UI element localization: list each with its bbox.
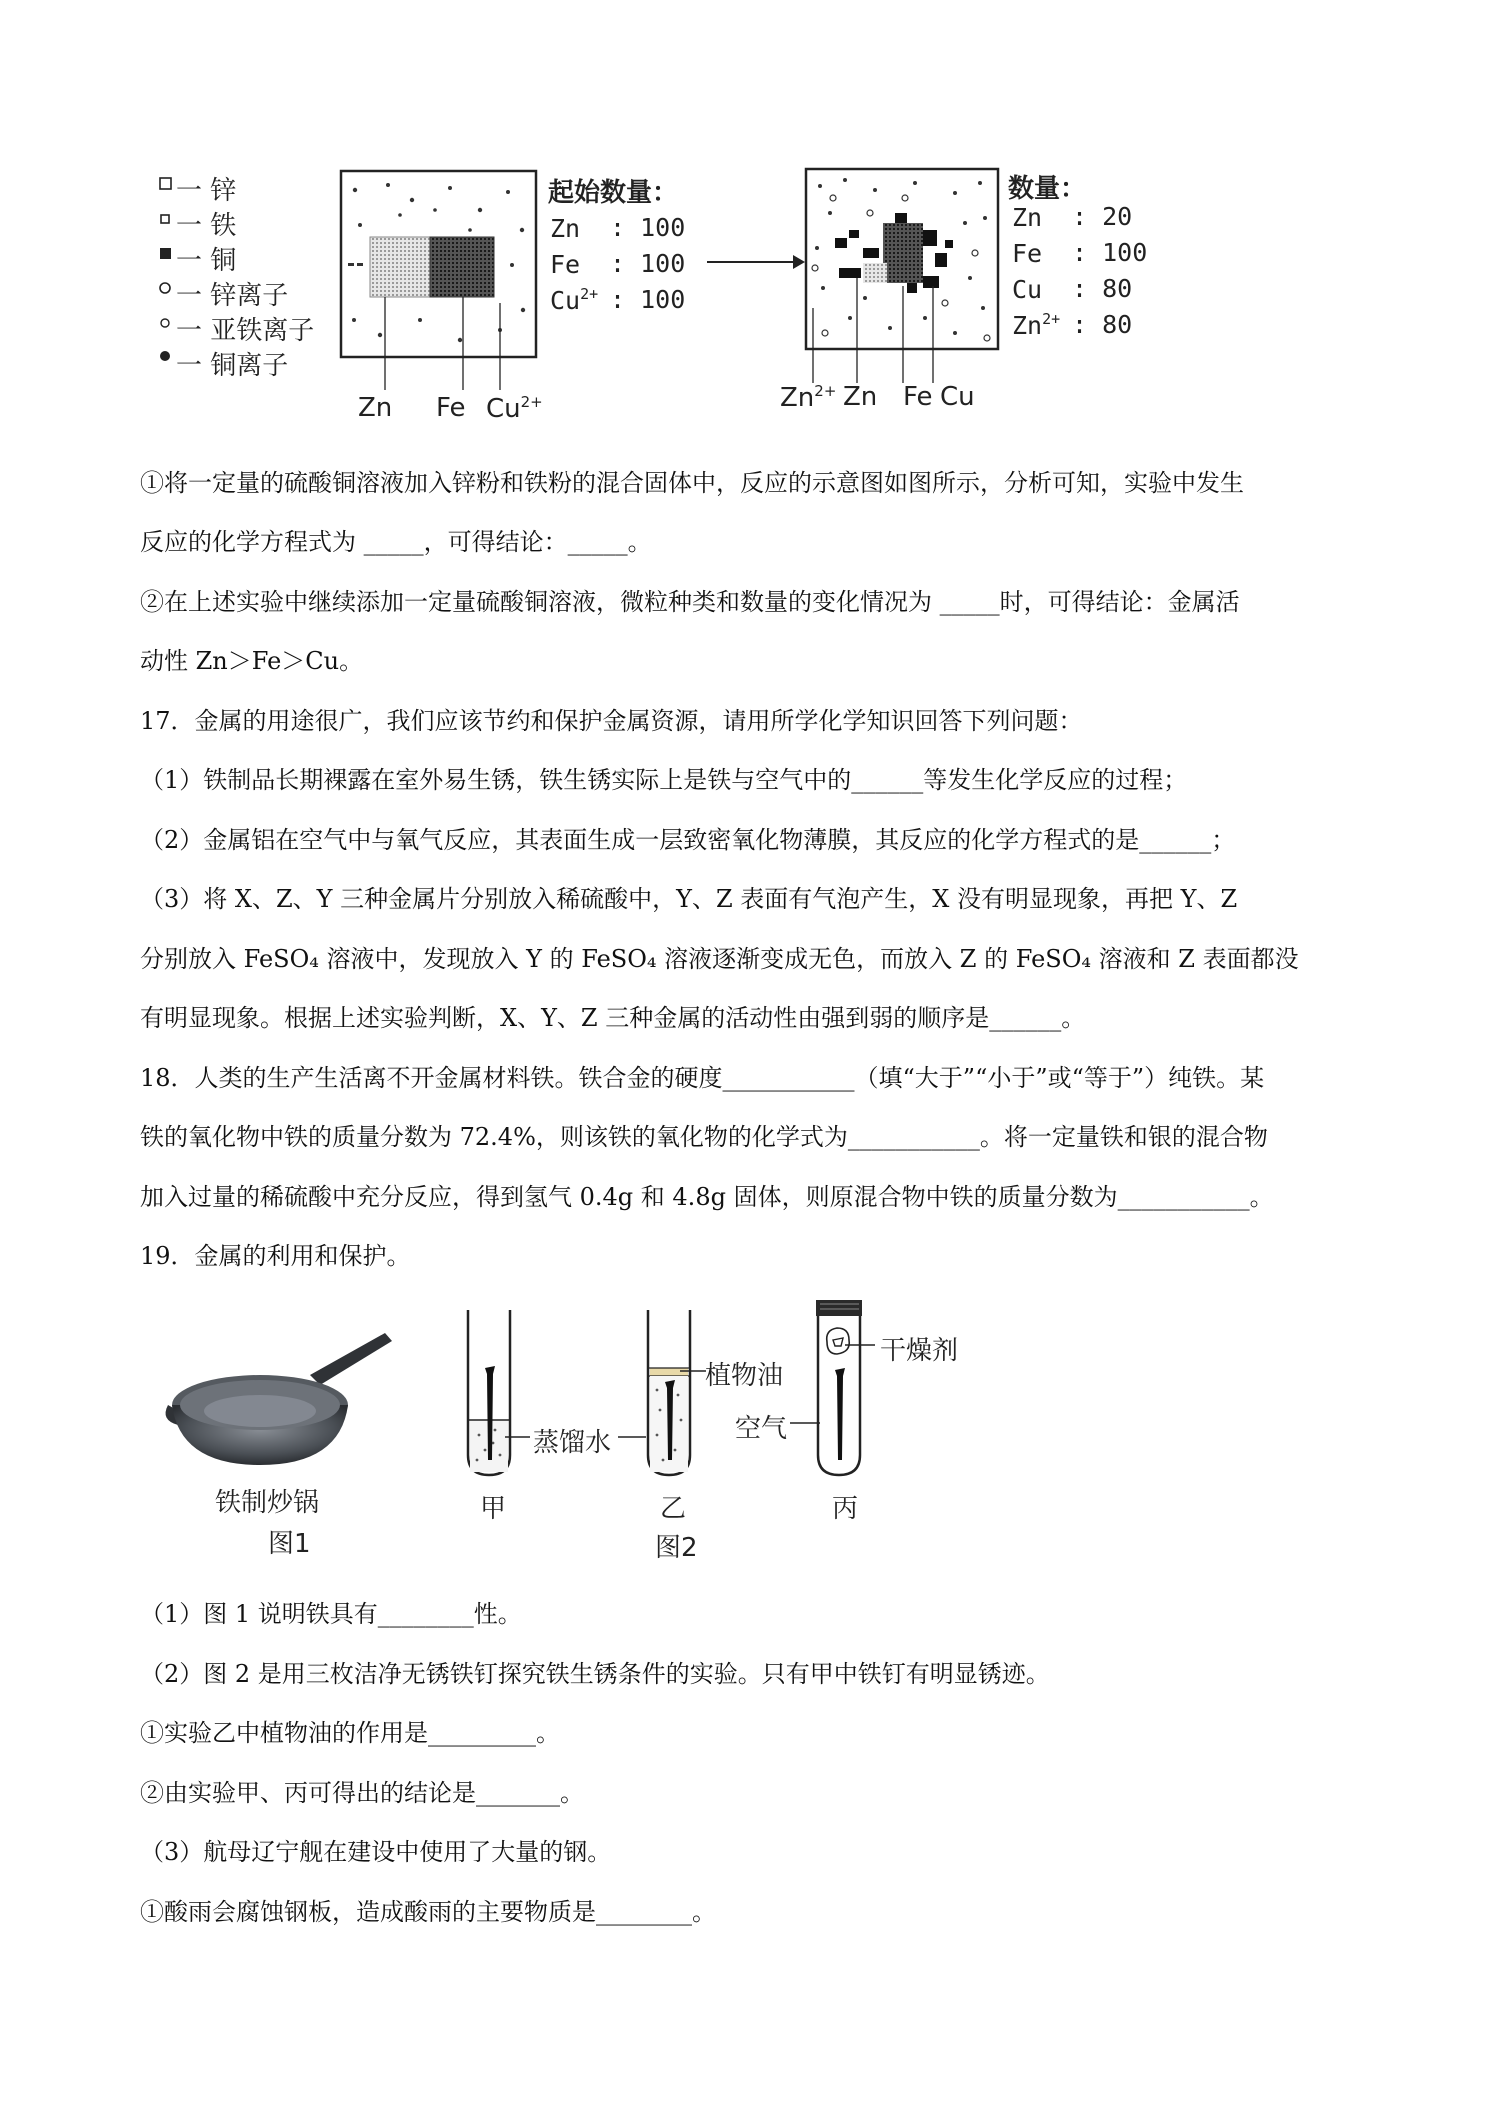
q19-part1: （1）图 1 说明铁具有________性。 <box>140 1600 522 1628</box>
start-row-zn-value: : 100 <box>610 213 686 242</box>
row-sym: Fe <box>550 250 581 279</box>
end-row-cu <box>1012 274 1042 304</box>
start-row-cu-ion <box>550 285 598 315</box>
row-sym: Zn <box>1012 311 1043 340</box>
fig1-caption: 图1 <box>268 1529 311 1559</box>
legend-zinc: 一 锌 <box>176 176 237 206</box>
end-row-fe <box>1012 238 1042 268</box>
row-val: 100 <box>1102 238 1148 267</box>
end-title: 数量： <box>1008 174 1087 204</box>
q19-part3: （3）航母辽宁舰在建设中使用了大量的钢。 <box>140 1838 612 1866</box>
end-row-zn-ion <box>1012 310 1060 340</box>
row-sym: Fe <box>1012 239 1043 268</box>
q16-line-2: 反应的化学方程式为 _____，可得结论：_____。 <box>140 528 652 556</box>
label-text: Fe <box>903 382 933 412</box>
end-label-zn <box>843 382 877 412</box>
wok-icon <box>160 1325 400 1475</box>
end-row-zn <box>1012 202 1042 232</box>
tube-jia <box>465 1310 515 1480</box>
row-sym: Cu <box>550 286 581 315</box>
end-row-zn-ion-value: : 80 <box>1072 310 1133 339</box>
start-row-fe <box>550 249 580 279</box>
oil-label: 植物油 <box>705 1361 784 1391</box>
row-sym: Cu <box>1012 275 1043 304</box>
label-sup: 2+ <box>520 393 543 411</box>
label-text: Zn <box>358 393 393 423</box>
row-val: 100 <box>640 213 686 242</box>
air-leader-line <box>790 1413 830 1433</box>
label-text: Zn <box>843 382 878 412</box>
q17-part1: （1）铁制品长期裸露在室外易生锈，铁生锈实际上是铁与空气中的______等发生化学反应的过程； <box>140 766 1188 794</box>
legend-copper-ion: 一 铜离子 <box>176 351 289 381</box>
row-val: 100 <box>640 249 686 278</box>
q19-part2-b: ②由实验甲、丙可得出的结论是_______。 <box>140 1779 584 1807</box>
desiccant-label: 干燥剂 <box>880 1336 959 1366</box>
label-text: Cu <box>486 394 521 424</box>
row-sup: 2+ <box>580 285 599 303</box>
q18-line3: 加入过量的稀硫酸中充分反应，得到氢气 0.4g 和 4.8g 固体，则原混合物中铁的质量分数为___________。 <box>140 1183 1274 1211</box>
q16-line-3: ②在上述实验中继续添加一定量硫酸铜溶液，微粒种类和数量的变化情况为 _____时，可得结论：金属活 <box>140 588 1240 616</box>
q17-part3-line2: 分别放入 FeSO₄ 溶液中，发现放入 Y 的 FeSO₄ 溶液逐渐变成无色，而放入 Z 的 FeSO₄ 溶液和 Z 表面都没 <box>140 945 1299 973</box>
legend-copper: 一 铜 <box>176 246 237 276</box>
fig2-caption: 图2 <box>655 1533 698 1563</box>
q16-line-1: ①将一定量的硫酸铜溶液加入锌粉和铁粉的混合固体中，反应的示意图如图所示，分析可知，实验中发生 <box>140 469 1244 497</box>
q17-part3-line3: 有明显现象。根据上述实验判断，X、Y、Z 三种金属的活动性由强到弱的顺序是______。 <box>140 1004 1086 1032</box>
reaction-arrow-icon <box>705 252 805 272</box>
start-label-cu-ion <box>486 393 543 424</box>
end-label-fe <box>903 382 933 412</box>
water-label: 蒸馏水 <box>533 1428 612 1458</box>
wok-label: 铁制炒锅 <box>215 1488 320 1518</box>
water-leader-line-2 <box>618 1427 648 1447</box>
air-label: 空气 <box>735 1414 788 1444</box>
label-text: Cu <box>940 382 975 412</box>
q19-part2: （2）图 2 是用三枚洁净无锈铁钉探究铁生锈条件的实验。只有甲中铁钉有明显锈迹。 <box>140 1660 1050 1688</box>
q19-part2-a: ①实验乙中植物油的作用是_________。 <box>140 1719 560 1747</box>
tube-yi <box>645 1310 695 1480</box>
q19-title: 19．金属的利用和保护。 <box>140 1242 411 1270</box>
tube-yi-label: 乙 <box>660 1494 687 1524</box>
start-row-zn <box>550 213 580 243</box>
q17-title: 17．金属的用途很广，我们应该节约和保护金属资源，请用所学化学知识回答下列问题： <box>140 707 1083 735</box>
end-row-fe-value: : 100 <box>1072 238 1148 267</box>
end-label-zn-ion <box>780 382 836 413</box>
start-label-fe <box>436 393 466 423</box>
row-val: 80 <box>1102 274 1133 303</box>
row-sup: 2+ <box>1042 310 1061 328</box>
label-sup: 2+ <box>814 382 837 400</box>
start-label-zn <box>358 393 392 423</box>
q18-line1: 18．人类的生产生活离不开金属材料铁。铁合金的硬度___________（填“大于”“小于”或“等于”）纯铁。某 <box>140 1064 1265 1092</box>
row-val: 100 <box>640 285 686 314</box>
tube-bing-label: 丙 <box>832 1494 859 1524</box>
legend-zinc-ion: 一 锌离子 <box>176 281 289 311</box>
label-text: Zn <box>780 383 815 413</box>
q17-part2: （2）金属铝在空气中与氧气反应，其表面生成一层致密氧化物薄膜，其反应的化学方程式的是______； <box>140 826 1236 854</box>
tube-bing <box>815 1300 865 1480</box>
q17-part3-line1: （3）将 X、Z、Y 三种金属片分别放入稀硫酸中，Y、Z 表面有气泡产生，X 没有明显现象，再把 Y、Z <box>140 885 1238 913</box>
row-val: 20 <box>1102 202 1133 231</box>
row-val: 80 <box>1102 310 1133 339</box>
end-row-zn-value: : 20 <box>1072 202 1133 231</box>
row-sym: Zn <box>1012 203 1043 232</box>
end-label-cu <box>940 382 975 412</box>
end-row-cu-value: : 80 <box>1072 274 1133 303</box>
q18-line2: 铁的氧化物中铁的质量分数为 72.4%，则该铁的氧化物的化学式为___________。将一定量铁和银的混合物 <box>140 1123 1268 1151</box>
tube-jia-label: 甲 <box>480 1494 507 1524</box>
row-sym: Zn <box>550 214 581 243</box>
legend-ferrous-ion: 一 亚铁离子 <box>176 316 315 346</box>
start-row-cu-ion-value: : 100 <box>610 285 686 314</box>
start-row-fe-value: : 100 <box>610 249 686 278</box>
q19-part3-a: ①酸雨会腐蚀钢板，造成酸雨的主要物质是________。 <box>140 1898 716 1926</box>
legend-iron: 一 铁 <box>176 211 237 241</box>
desiccant-leader-line <box>845 1335 885 1355</box>
legend-markers <box>158 170 178 370</box>
label-text: Fe <box>436 393 466 423</box>
start-title: 起始数量： <box>548 178 679 208</box>
q16-line-4: 动性 Zn＞Fe＞Cu。 <box>140 647 364 675</box>
